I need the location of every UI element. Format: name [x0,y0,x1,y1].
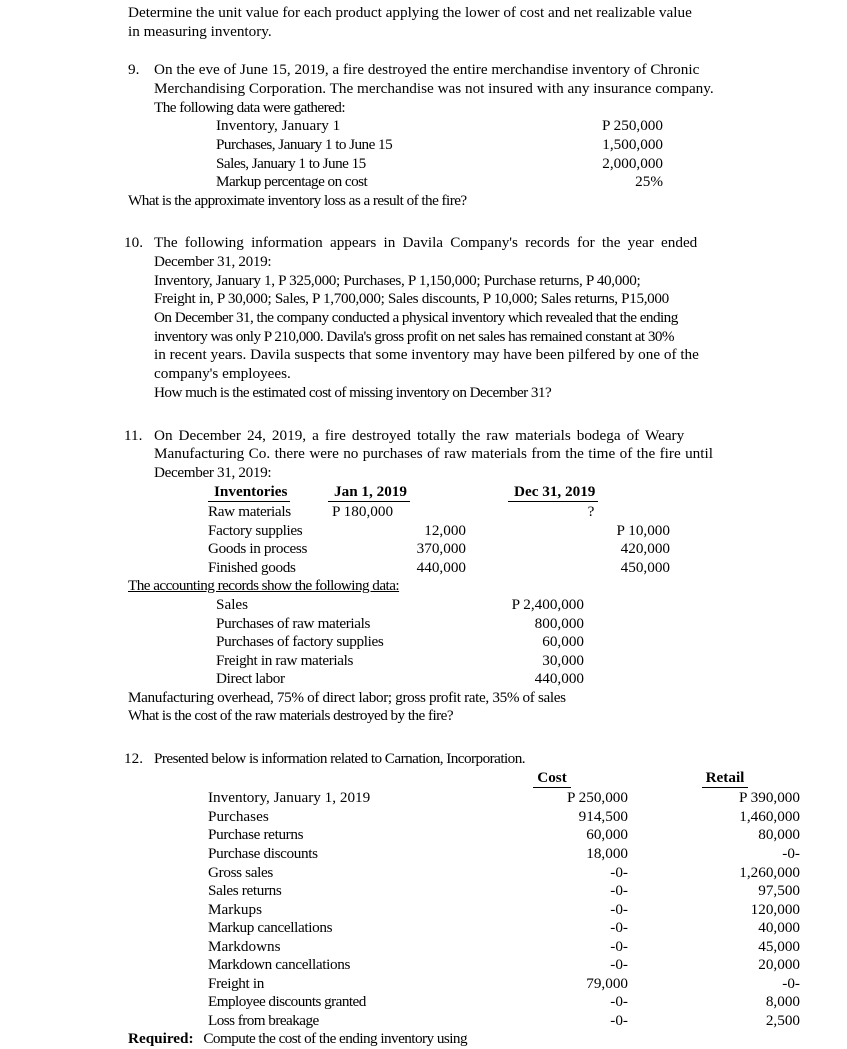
column-header-cost [464,769,640,790]
row-label: Purchase discounts [208,844,318,862]
row-label: Purchase returns [208,826,304,844]
problem-10-line-5: On December 31, the company conducted a physical inventory which revealed that the ending [154,309,678,327]
table-row [208,1012,810,1031]
required-text: Compute the cost of the ending inventory using [203,1030,467,1048]
problem-12-line-1: Presented below is information related to Carnation, Incorporation. [154,750,525,768]
row-value-jan: 12,000 [424,521,466,539]
problem-11-records-table [216,596,584,689]
figure-value: 25% [635,173,663,191]
problem-9-number: 9. [128,61,140,79]
row-value: 800,000 [534,614,584,632]
table-row [208,975,810,994]
spacer [128,726,827,750]
intro-line-1: Determine the unit value for each product applying the lower of cost and net realizable value [128,4,692,21]
problem-12-number: 12. [124,750,143,768]
row-value-cost: 914,500 [578,807,628,825]
spacer [128,210,827,234]
row-label: Freight in raw materials [216,651,354,669]
problem-11-overhead-line: Manufacturing overhead, 75% of direct labor; gross profit rate, 35% of sales [128,688,566,706]
row-value-cost: -0- [610,937,628,955]
problem-9-figures-table [216,117,663,191]
row-value-cost: -0- [610,993,628,1011]
problem-10 [124,234,827,402]
row-label: Markup cancellations [208,919,333,937]
problem-11 [124,426,827,727]
problem-9-line-1: On the eve of June 15, 2019, a fire destroyed the entire merchandise inventory of Chronic [154,61,700,79]
column-header-inventories-label: Inventories [208,483,290,503]
row-value-retail: -0- [782,974,800,992]
table-row [208,882,810,901]
row-label: Markdowns [208,937,281,955]
table-row [208,864,810,883]
table-row [216,596,584,615]
column-header-dec [508,483,710,504]
row-label: Purchases of factory supplies [216,633,384,651]
column-header-jan-label: Jan 1, 2019 [328,483,410,503]
row-value-retail: -0- [782,844,800,862]
table-row [216,652,584,671]
required-label: Required: [128,1030,194,1048]
problem-11-question: What is the cost of the raw materials destroyed by the fire? [128,707,454,725]
row-value-cost: -0- [610,882,628,900]
problem-12-required [128,1030,827,1049]
problem-10-line-8: company's employees. [154,365,291,383]
problem-10-line-1: The following information appears in Davila Company's records for the year ended [154,234,698,252]
row-label: Markups [208,900,262,918]
table-row [208,503,710,522]
row-value: 30,000 [542,651,584,669]
table-row [208,808,810,827]
row-label: Purchases [208,807,269,825]
table-row [216,670,584,689]
column-header-inventories [208,483,328,504]
intro-paragraph [128,4,827,41]
row-value-cost: 18,000 [586,844,628,862]
column-header-cost-label: Cost [533,769,571,789]
figure-value: 2,000,000 [602,154,663,172]
figure-label: Markup percentage on cost [216,173,368,191]
problem-11-line-3: December 31, 2019: [154,463,272,481]
column-header-retail [640,769,810,790]
table-row [216,117,663,136]
table-row [208,845,810,864]
row-label: Inventory, January 1, 2019 [208,789,371,807]
table-row [208,956,810,975]
table-row [216,615,584,634]
row-label: Sales returns [208,882,282,900]
table-row [208,789,810,808]
table-row [208,559,710,578]
row-value-dec: P 10,000 [616,521,670,539]
problem-11-number: 11. [124,426,143,444]
problem-10-line-6: inventory was only P 210,000. Davila's gross profit on net sales has remained constant at 30% [154,327,675,345]
figure-label: Sales, January 1 to June 15 [216,154,366,172]
problem-10-line-7: in recent years. Davila suspects that some inventory may have been pilfered by one of the [154,346,699,364]
problem-9-line-3: The following data were gathered: [154,98,346,116]
column-header-dec-label: Dec 31, 2019 [508,483,598,503]
table-row [208,993,810,1012]
row-value-dec: ? [587,503,595,521]
row-value-jan: 370,000 [416,540,466,558]
problem-11-records-heading: The accounting records show the following data: [128,577,400,595]
row-value-cost: -0- [610,863,628,881]
row-label: Freight in [208,974,264,992]
row-label: Goods in process [208,540,308,558]
problem-10-line-3: Inventory, January 1, P 325,000; Purchases, P 1,150,000; Purchase returns, P 40,000; [154,271,641,289]
table-row [208,826,810,845]
row-value-dec: 450,000 [620,558,670,576]
column-header-blank [208,769,464,790]
problem-10-line-4: Freight in, P 30,000; Sales, P 1,700,000; Sales discounts, P 10,000; Sales returns, P15,000 [154,290,669,308]
row-label: Markdown cancellations [208,956,351,974]
row-value-jan: P 180,000 [332,503,394,521]
row-label: Sales [216,595,249,613]
row-value-retail: 2,500 [765,1011,800,1029]
row-value-retail: 8,000 [765,993,800,1011]
table-row [216,633,584,652]
problem-10-line-2: December 31, 2019: [154,253,272,270]
row-value-cost: 60,000 [586,826,628,844]
row-value-cost: -0- [610,1011,628,1029]
problem-10-question: How much is the estimated cost of missing inventory on December 31? [154,383,552,401]
table-header-row [208,483,710,504]
row-label: Loss from breakage [208,1011,319,1029]
table-header-row [208,769,810,790]
row-value-retail: 120,000 [750,900,800,918]
row-label: Purchases of raw materials [216,614,371,632]
problem-11-line-1: On December 24, 2019, a fire destroyed totally the raw materials bodega of Weary [154,426,685,444]
row-value: 440,000 [534,670,584,688]
row-value-retail: 97,500 [758,882,800,900]
row-value-cost: -0- [610,919,628,937]
problem-11-inventories-table [208,483,710,578]
column-header-retail-label: Retail [702,769,749,789]
row-label: Employee discounts granted [208,993,366,1011]
row-value-jan: 440,000 [416,558,466,576]
table-row [208,522,710,541]
row-value: P 2,400,000 [511,595,584,613]
row-value-retail: 1,260,000 [739,863,800,881]
spacer [128,403,827,427]
row-label: Raw materials [208,503,291,521]
document-body [124,4,827,1049]
spacer [128,41,827,61]
figure-label: Purchases, January 1 to June 15 [216,135,393,153]
row-value-dec: 420,000 [620,540,670,558]
row-value-retail: P 390,000 [738,789,800,807]
row-label: Finished goods [208,558,296,576]
row-value-cost: -0- [610,900,628,918]
problem-11-line-2: Manufacturing Co. there were no purchases of raw materials from the time of the fire until [154,445,713,463]
table-row [208,901,810,920]
figure-label: Inventory, January 1 [216,117,341,135]
problem-9-question: What is the approximate inventory loss as a result of the fire? [128,191,467,209]
row-label: Gross sales [208,863,273,881]
row-value-cost: -0- [610,956,628,974]
problem-12-cost-retail-table [208,769,810,1031]
table-row [208,919,810,938]
intro-line-2: in measuring inventory. [128,22,272,40]
problem-9 [128,61,827,210]
row-label: Direct labor [216,670,285,688]
row-value-retail: 20,000 [758,956,800,974]
row-value-retail: 40,000 [758,919,800,937]
row-value-retail: 1,460,000 [739,807,800,825]
table-row [216,173,663,192]
column-header-jan [328,483,508,504]
table-row [216,155,663,174]
problem-10-number: 10. [124,234,143,252]
problem-9-line-2: Merchandising Corporation. The merchandise was not insured with any insurance company. [154,80,714,98]
figure-value: P 250,000 [601,117,663,135]
row-value-cost: 79,000 [586,974,628,992]
table-row [208,540,710,559]
problem-12 [124,750,827,1049]
row-value-retail: 45,000 [758,937,800,955]
row-value-retail: 80,000 [758,826,800,844]
table-row [216,136,663,155]
row-value-cost: P 250,000 [566,789,628,807]
row-value: 60,000 [542,633,584,651]
figure-value: 1,500,000 [602,135,663,153]
row-label: Factory supplies [208,521,303,539]
table-row [208,938,810,957]
